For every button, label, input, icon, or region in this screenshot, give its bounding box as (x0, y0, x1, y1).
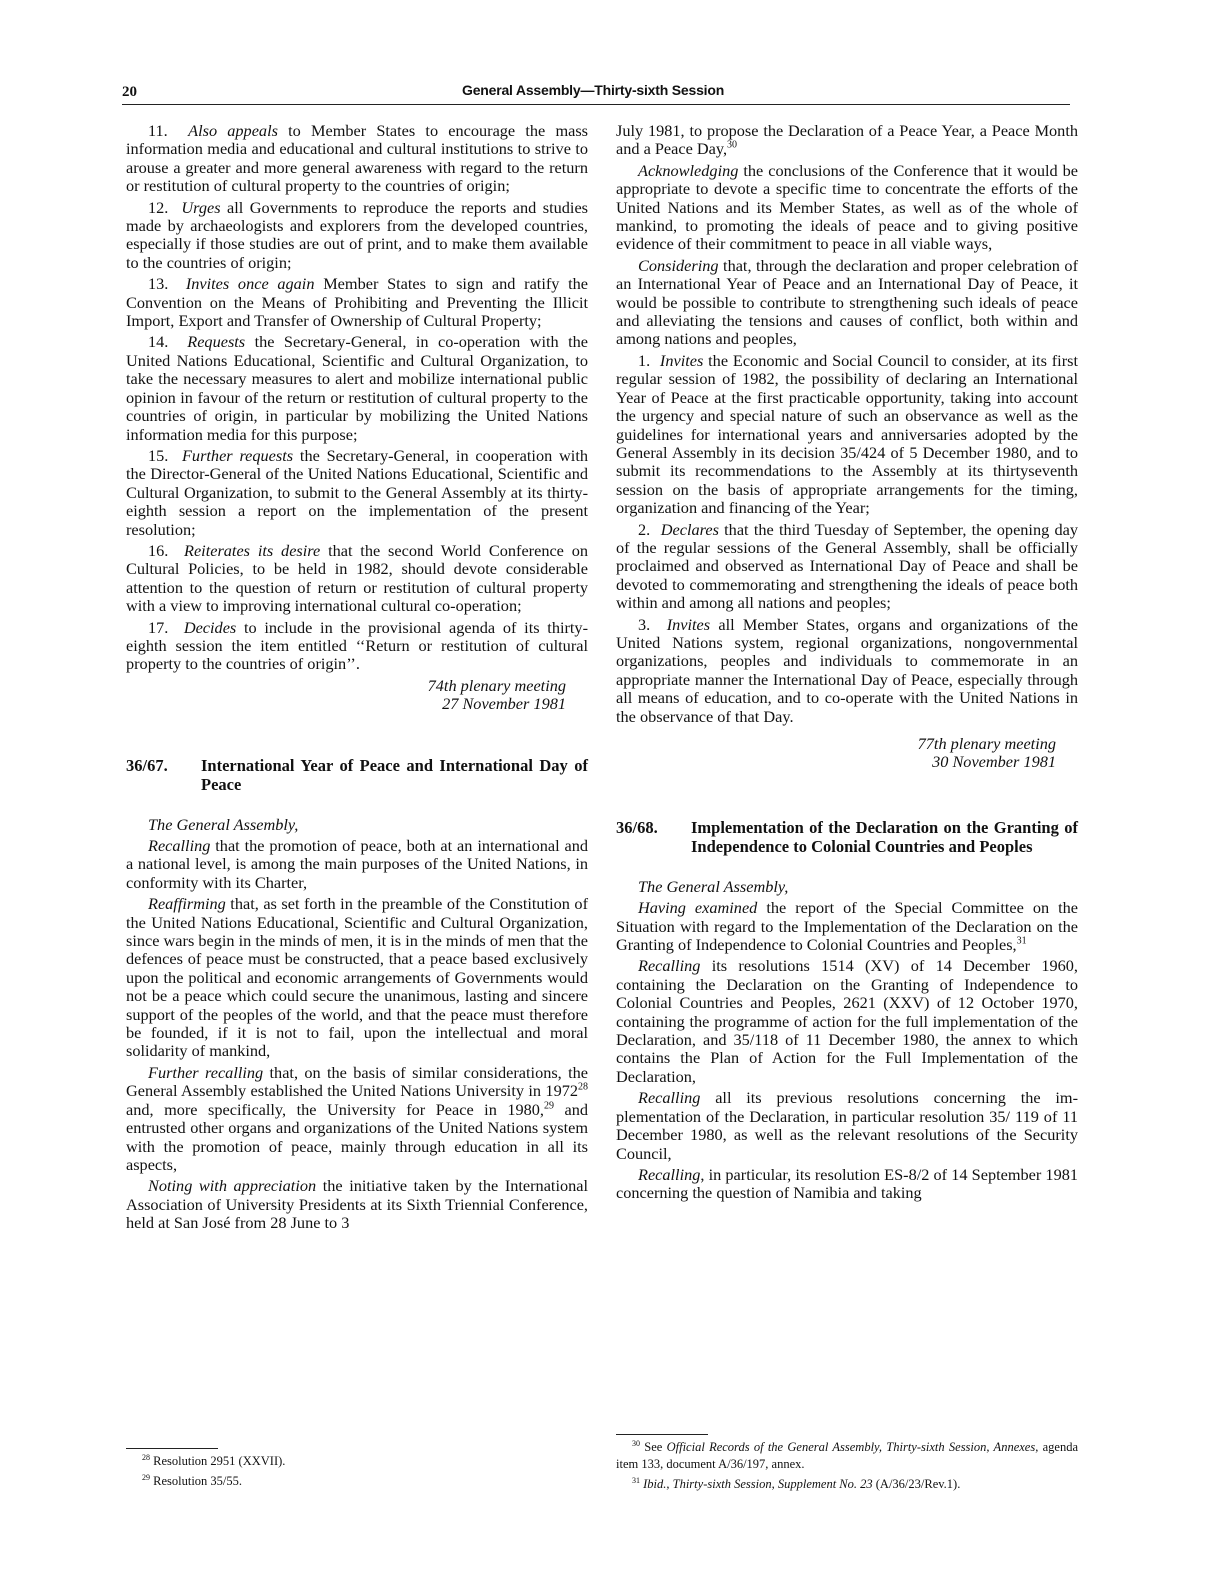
preamble-recalling-es-8-2: Recalling, in particular, its resolution ES-8/2 of 14 September 1981 concerning the question of Namibia and taking (616, 1164, 1078, 1203)
resolution-heading-36-68 (616, 818, 1078, 856)
preamble-recalling-1514: Recalling its resolutions 1514 (XV) of 14 December 1960, containing the Declaration on the Granting of Independence to Colonial Countries and Peoples, 2621 (XXV) of 12 October 1970, containing the programme of action for the full implementation of the Declaration, and 35/118 of 11 December 1980, the annex to which contains the Plan of Action for the Full Implementation of the Declaration, (616, 956, 1078, 1086)
paragraph-15: 15. Further requests the Secretary-General, in cooperation with the Director-General of the United Nations Educational, Scientific and Cultural Organization, to submit to the General Assembly at its thirty-eighth session a report on the implementation of the present resolution; (126, 445, 588, 539)
paragraph-14: 14. Requests the Secretary-General, in co-operation with the United Nations Educational, Scientific and Cultural Organization, to take the necessary measures to alert and mobilize international public opinion in favour of the return or restitution of cultural property to the countries of origin, in particular by mobilizing the United Nations information media for this purpose; (126, 332, 588, 444)
operative-3: 3. Invites all Member States, organs and organizations of the United Nations system, regional organizations, nongovernmental organizations, peoples and individuals to commemorate in an appropriate manner the International Day of Peace, especially through all means of education, and to co-operate with the United Nations in the observance of that Day. (616, 614, 1078, 726)
left-footnotes (126, 1448, 588, 1493)
footnote-ref[interactable]: 29 (543, 1100, 554, 1112)
opening-phrase: The General Assembly, (638, 876, 789, 896)
footnote-ref[interactable]: 31 (1016, 935, 1027, 947)
running-title: General Assembly—Thirty-sixth Session (462, 82, 725, 98)
footnote-ref[interactable]: 28 (578, 1081, 588, 1093)
page-number: 20 (122, 84, 137, 100)
signature-date: 30 November 1981 (932, 752, 1056, 772)
operative-2: 2. Declares that the third Tuesday of September, the opening day of the regular sessions of the General Assembly, shall be officially proclaimed and observed as International Day of Peace and shall be devoted to commemorating and strengthening the ideals of peace both within and among all nations and peoples; (616, 519, 1079, 613)
operative-1: 1. Invites the Economic and Social Council to consider, at its first regular session of 1982, the possibility of declaring an International Year of Peace at the first practicable opportunity, taking into account the urgency and special nature of such an observance as well as the guidelines for international years and anniversaries adopted by the General Assembly in its decision 35/424 of 5 December 1980, and to submit its recommendations to the Assembly at its thirtyseventh session on the basis of appropriate arrangements for the timing, organization and financing of the Year; (616, 350, 1078, 518)
resolution-heading-36-67 (126, 756, 588, 794)
paragraph-16: 16. Reiterates its desire that the second World Conference on Cultural Policies, to be held in 1982, should devote considerable attention to the question of return or restitution of cultural property with a view to improving international cultural co-operation; (126, 540, 589, 616)
preamble-recalling: Recalling that the promotion of peace, both at an international and a national level, is among the main purposes of the United Nations, in conformity with its Charter, (126, 836, 588, 892)
resolution-number: 36/68. (616, 817, 658, 837)
footnote-30: $^{30}$ See Official Records of the General Assembly, Thirty-sixth Session, Annexes, agenda item 133, document A/36/197, annex. (616, 1438, 1079, 1471)
footnote-28: $^{28}$ Resolution 2951 (XXVII). (142, 1452, 286, 1468)
right-column (616, 122, 1078, 1206)
signature-date: 27 November 1981 (442, 694, 566, 714)
paragraph-17: 17. Decides to include in the provisional agenda of its thirty-eighth session the item entitled ‘‘Return or restitution of cultural property to the countries of origin’’. (126, 617, 588, 674)
page-header (122, 84, 1070, 104)
header-rule (122, 104, 1070, 105)
continuation-paragraph: July 1981, to propose the Declaration of a Peace Year, a Peace Month and a Peace Day,$^{30}$ (616, 121, 1078, 159)
footnote-29: $^{29}$ Resolution 35/55. (142, 1472, 243, 1488)
paragraph-13: 13. Invites once again Member States to sign and ratify the Convention on the Means of Prohibiting and Preventing the Illicit Import, Export and Transfer of Ownership of Cultural Property; (126, 274, 589, 331)
right-footnotes (616, 1434, 1078, 1496)
preamble-having-examined: Having examined the report of the Special Committee on the Situation with regard to the Implementation of the Declaration on the Granting of Independence to Colonial Countries and Peoples,$^{31}$ (616, 898, 1078, 955)
preamble-recalling-previous: Recalling all its previous resolutions concerning the implementation of the Declaration, in particular resolution 35/ 119 of 11 December 1980, as well as the relevant resolutions of the Security Council, (616, 1088, 1078, 1163)
preamble-noting: Noting with appreciation the initiative taken by the International Association of University Presidents at its Sixth Triennial Conference, held at San José from 28 June to 3 (126, 1176, 588, 1233)
resolution-title: International Year of Peace and International Day of Peace (201, 755, 588, 794)
paragraph-11: 11. Also appeals to Member States to encourage the mass information media and educational and cultural institutions to strive to arouse a greater and more general awareness with regard to the return or restitution of cultural property to the countries of origin; (126, 121, 589, 196)
footnote-rule (616, 1434, 708, 1435)
signature-meeting: 74th plenary meeting (427, 675, 566, 695)
signature-meeting: 77th plenary meeting (917, 734, 1056, 753)
footnote-31: $^{31}$ Ibid., Thirty-sixth Session, Supplement No. 23 (A/36/23/Rev.1). (632, 1475, 961, 1491)
paragraph-12: 12. Urges all Governments to reproduce the reports and studies made by archaeologists and explorers from the developed countries, especially if those studies are out of print, and to make them available to the countries of origin; (126, 197, 589, 272)
preamble-acknowledging: Acknowledging the conclusions of the Conference that it would be appropriate to devote a specific time to concentrate the efforts of the United Nations and its Member States, as well as of the whole of mankind, to promoting the ideals of peace and to giving positive evidence of their commitment to peace in all viable ways, (616, 160, 1078, 254)
footnote-rule (126, 1448, 218, 1449)
resolution-number: 36/67. (126, 755, 168, 775)
preamble-considering: Considering that, through the declaration and proper celebration of an International Year of Peace and an International Day of Peace, it would be possible to contribute to strengthening such ideals of peace and alleviating the tensions and causes of conflict, both within and among nations and peoples, (616, 255, 1078, 349)
preamble-reaffirming: Reaffirming that, as set forth in the preamble of the Constitution of the United Nations Educational, Scientific and Cultural Organization, since wars begin in the minds of men, it is in the minds of men that the defences of peace must be constructed, that a peace based exclusively upon the political and economic arrangements of Governments would not be a peace which could secure the unanimous, lasting and sincere support of the peoples of the world, and that the peace must therefore be founded, if it is not to fail, upon the intellectual and moral solidarity of mankind, (126, 894, 588, 1061)
opening-phrase: The General Assembly, (148, 814, 299, 834)
footnote-ref[interactable]: 30 (727, 139, 738, 151)
left-column (126, 122, 588, 1236)
resolution-title: Implementation of the Declaration on the Granting of Independence to Colonial Countries and Peoples (691, 817, 1078, 856)
preamble-further-recalling: Further recalling that, on the basis of similar considerations, the General Assembly established the United Nations University in 1972$^{28}$ and, more specifically, the University for Peace in 1980,29 and entrusted other organs and organizations of the United Nations system with the promotion of peace, mainly through education in all its aspects, (126, 1062, 588, 1174)
